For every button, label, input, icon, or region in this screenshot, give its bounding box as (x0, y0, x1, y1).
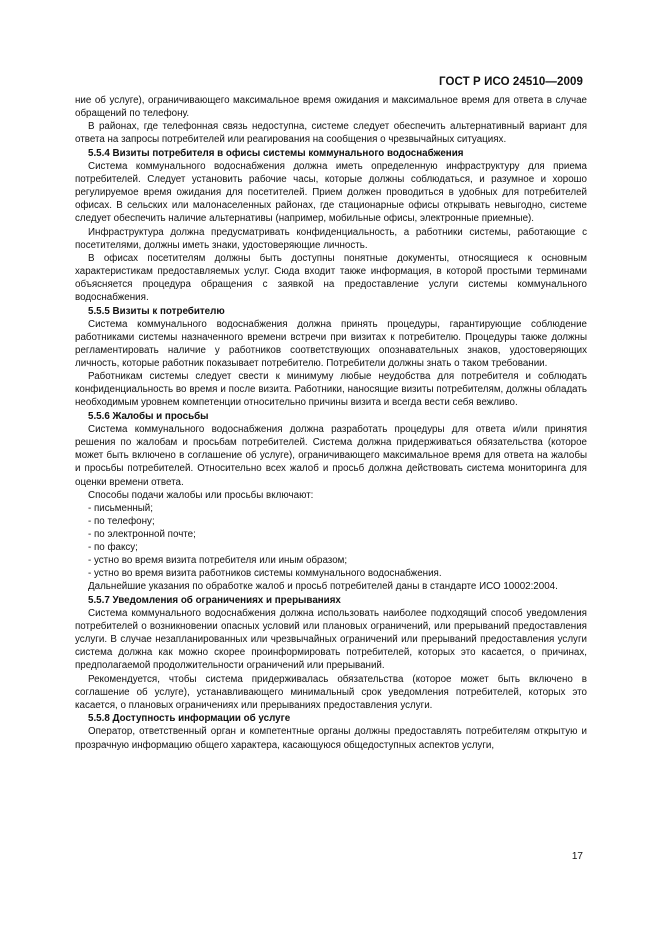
list-item: - по электронной почте; (88, 528, 587, 541)
document-header: ГОСТ Р ИСО 24510—2009 (438, 76, 583, 88)
paragraph: Система коммунального водоснабжения должна использовать наиболее подходящий способ уведомления потребителей о возникновении опасных условий или плановых ограничений, или прерываний предоставления услуги. В случае незапланированных или чрезвычайных ограничений или прерываний предоставления услуги система должна как можно скорее проинформировать потребителей, которых это касается, о причинах, предполагаемой продолжительности ограничений или прерываний. (75, 608, 587, 672)
list-item: - по факсу; (88, 541, 587, 554)
section-heading-5-5-4: 5.5.4 Визиты потребителя в офисы системы коммунального водоснабжения (88, 147, 464, 159)
list-item: - письменный; (88, 502, 587, 515)
paragraph: Система коммунального водоснабжения должна принять процедуры, гарантирующие соблюдение работниками системы назначенного времени встречи при визитах к потребителю. Процедуры также должны регламентировать наличие у работников соответствующих опознавательных знаков, удостоверяющих личность, которые работник показывает потребителю. Потребители должны знать о таком требовании. (75, 318, 587, 370)
document-body (75, 94, 587, 752)
section-heading-5-5-5: 5.5.5 Визиты к потребителю (88, 305, 225, 317)
paragraph: В офисах посетителям должны быть доступны понятные документы, относящиеся к основным характеристикам предоставляемых услуг. Сюда входит также информация, в которой простыми терминами объясняется процедура обращения с заявкой на предоставление услуги системы коммунального водоснабжения. (75, 252, 587, 303)
section-heading-5-5-8: 5.5.8 Доступность информации об услуге (88, 713, 291, 725)
section-heading-5-5-7: 5.5.7 Уведомления об ограничениях и прерываниях (88, 594, 341, 606)
list-item: - устно во время визита потребителя или иным образом; (88, 554, 587, 567)
paragraph: В районах, где телефонная связь недоступна, системе следует обеспечить альтернативный вариант для ответа на запросы потребителей или реагирования на сообщения о чрезвычайных ситуациях. (75, 121, 587, 146)
page-number: 17 (571, 851, 583, 862)
paragraph: Инфраструктура должна предусматривать конфиденциальность, а работники системы, работающие с посетителями, должны иметь знаки, удостоверяющие личность. (75, 226, 587, 251)
complaint-methods-list (75, 502, 587, 581)
list-item: - по телефону; (88, 515, 587, 528)
paragraph: Рекомендуется, чтобы система придерживалась обязательства (которое может быть включено в соглашение об услуге), устанавливающего минимальный срок уведомления потребителей, которых это касается, о плановых ограничениях или прерываниях предоставления услуги. (75, 673, 587, 711)
paragraph: Способы подачи жалобы или просьбы включают: (88, 489, 314, 501)
paragraph: Работникам системы следует свести к минимуму любые неудобства для потребителя и соблюдать конфиденциальность во время и после визита. Работники, наносящие визиты потребителям, должны обладать необходимым уровнем компетенции относительно причины визита и всегда вести себя вежливо. (75, 371, 587, 409)
paragraph: Система коммунального водоснабжения должна иметь определенную инфраструктуру для приема потребителей. Следует установить рабочие часы, которые должны соблюдаться, и разумное и хорошо регулируемое время ожидания для посетителей. Прием должен проводиться в удобных для потребителей офисах. В сельских или малонаселенных районах, где стационарные офисы открывать невыгодно, системе следует обеспечить наличие альтернативы (например, мобильные офисы, электронные приемные). (75, 161, 587, 225)
list-item: - устно во время визита работников системы коммунального водоснабжения. (88, 567, 587, 580)
paragraph: Система коммунального водоснабжения должна разработать процедуры для ответа и/или принятия решения по жалобам и просьбам потребителей. Система должна придерживаться обязательства (которое может быть включено в соглашение об услуге), ограничивающего максимальное время для ответа на жалобы и просьбы потребителей. Относительно всех жалоб и просьб должна действовать система мониторинга для оценки времени ответа. (75, 424, 587, 488)
section-heading-5-5-6: 5.5.6 Жалобы и просьбы (88, 411, 209, 423)
paragraph: ние об услуге), ограничивающего максимальное время ожидания и максимальное время для ответа в случае обращений по телефону. (75, 95, 587, 120)
paragraph: Оператор, ответственный орган и компетентные органы должны предоставлять потребителям открытую и прозрачную информацию общего характера, касающуюся общедоступных аспектов услуги, (75, 726, 587, 751)
paragraph: Дальнейшие указания по обработке жалоб и просьб потребителей даны в стандарте ИСО 10002:2004. (88, 581, 558, 593)
